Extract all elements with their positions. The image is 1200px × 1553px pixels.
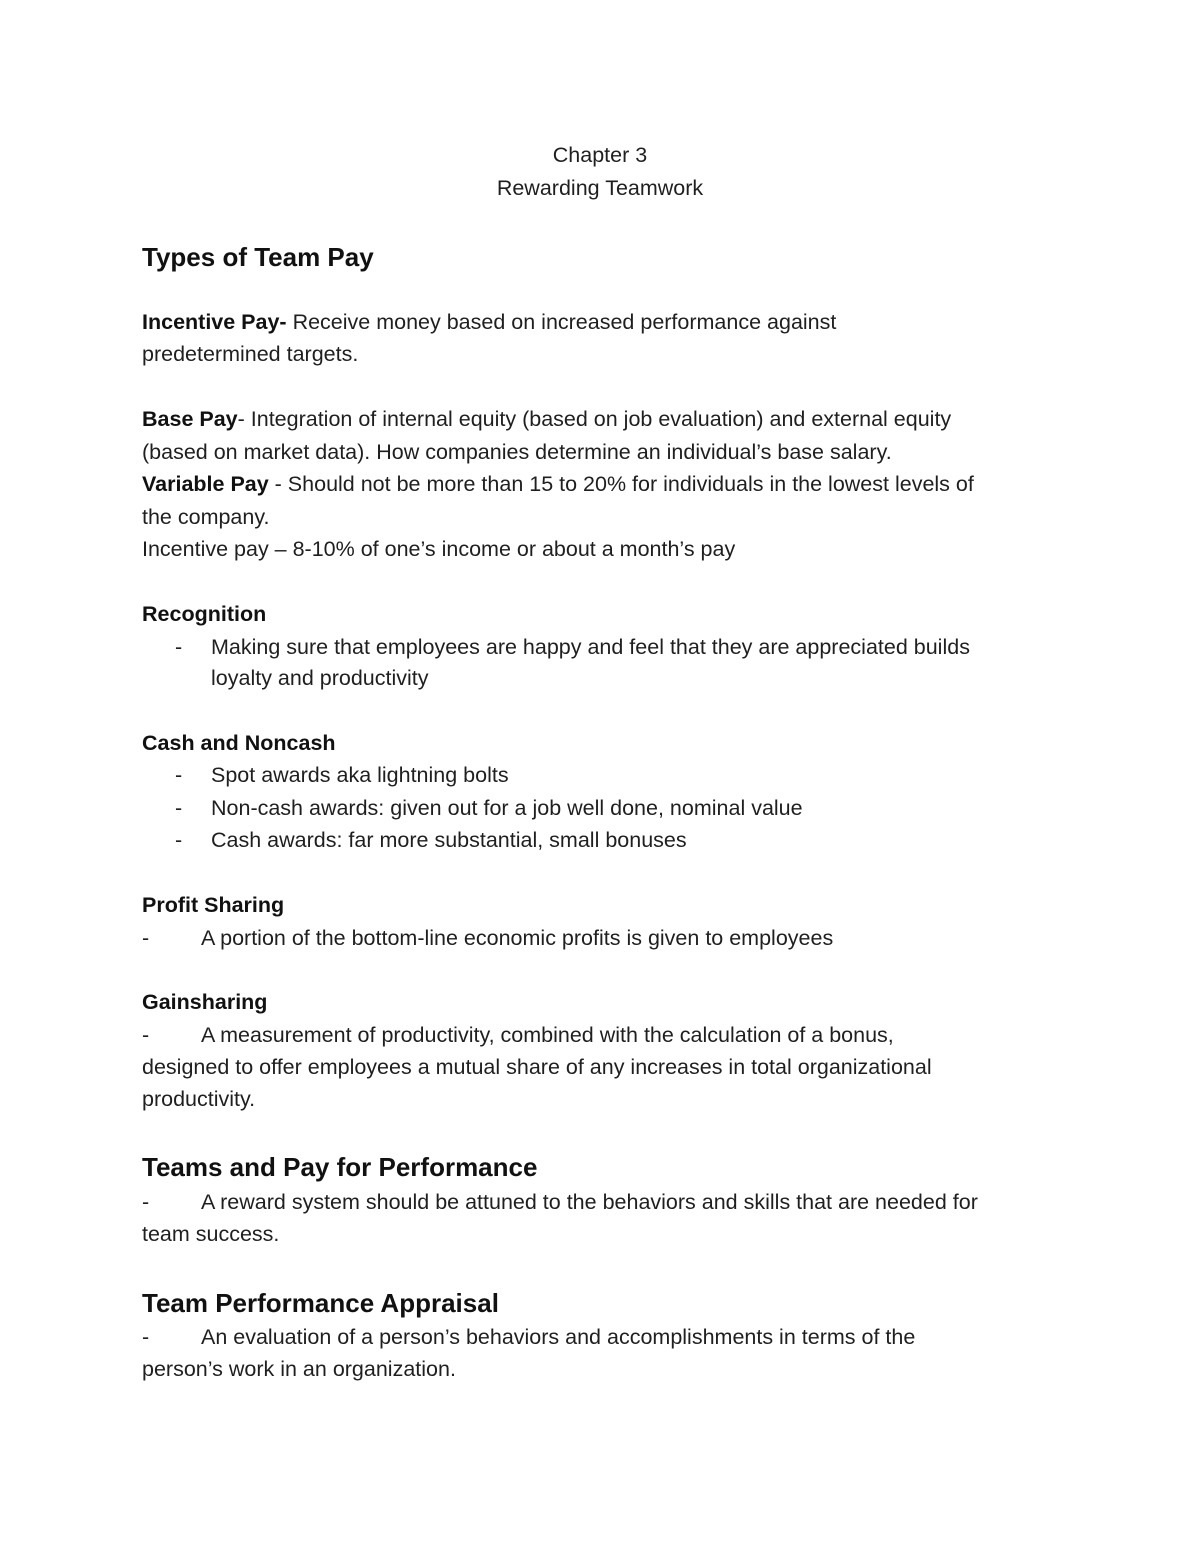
base-pay-definition — [142, 403, 951, 436]
recognition-heading: Recognition — [142, 602, 267, 626]
list-item: Cash awards: far more substantial, small bonuses — [211, 828, 687, 852]
list-dash: - — [175, 635, 183, 659]
base-pay-text: - Integration of internal equity (based on job evaluation) and external equity — [237, 407, 952, 431]
appraisal-text-cont: person’s work in an organization. — [142, 1357, 456, 1381]
variable-pay-term: Variable Pay — [142, 472, 269, 496]
teams-pay-text-cont: team success. — [142, 1222, 280, 1246]
incentive-pay-text-cont: predetermined targets. — [142, 342, 359, 366]
incentive-pay-text: Receive money based on increased performance against — [286, 310, 837, 334]
incentive-pay-term: Incentive Pay- — [142, 310, 287, 334]
list-dash: - — [142, 926, 150, 950]
section-heading-team-performance-appraisal: Team Performance Appraisal — [142, 1288, 499, 1318]
recognition-item-cont: loyalty and productivity — [211, 666, 429, 690]
chapter-number: Chapter 3 — [552, 143, 648, 167]
list-dash: - — [142, 1023, 150, 1047]
chapter-title: Rewarding Teamwork — [496, 176, 704, 200]
appraisal-text: An evaluation of a person’s behaviors and accomplishments in terms of the — [201, 1325, 916, 1349]
section-heading-teams-and-pay: Teams and Pay for Performance — [142, 1152, 538, 1182]
teams-pay-text: A reward system should be attuned to the behaviors and skills that are needed for — [201, 1190, 978, 1214]
incentive-pay-definition — [142, 306, 836, 339]
variable-pay-text-cont: the company. — [142, 505, 270, 529]
section-heading-types-of-team-pay: Types of Team Pay — [142, 242, 374, 272]
gainsharing-text: A measurement of productivity, combined with the calculation of a bonus, — [201, 1023, 894, 1047]
gainsharing-heading: Gainsharing — [142, 990, 268, 1014]
gainsharing-text-cont: productivity. — [142, 1087, 256, 1111]
list-item: Spot awards aka lightning bolts — [211, 763, 509, 787]
variable-pay-definition — [142, 468, 974, 501]
profit-sharing-text: A portion of the bottom-line economic profits is given to employees — [201, 926, 834, 950]
list-dash: - — [142, 1190, 150, 1214]
list-dash: - — [142, 1325, 150, 1349]
incentive-pay-note: Incentive pay – 8-10% of one’s income or about a month’s pay — [142, 537, 736, 561]
profit-sharing-heading: Profit Sharing — [142, 893, 285, 917]
list-dash: - — [175, 828, 183, 852]
cash-noncash-heading: Cash and Noncash — [142, 731, 336, 755]
variable-pay-text: - Should not be more than 15 to 20% for individuals in the lowest levels of — [268, 472, 974, 496]
list-dash: - — [175, 796, 183, 820]
list-item: Non-cash awards: given out for a job well done, nominal value — [211, 796, 803, 820]
base-pay-text-cont: (based on market data). How companies determine an individual’s base salary. — [142, 440, 892, 464]
base-pay-term: Base Pay — [142, 407, 238, 431]
recognition-item: Making sure that employees are happy and feel that they are appreciated builds — [211, 635, 970, 659]
list-dash: - — [175, 763, 183, 787]
gainsharing-text-cont: designed to offer employees a mutual share of any increases in total organizational — [142, 1055, 932, 1079]
